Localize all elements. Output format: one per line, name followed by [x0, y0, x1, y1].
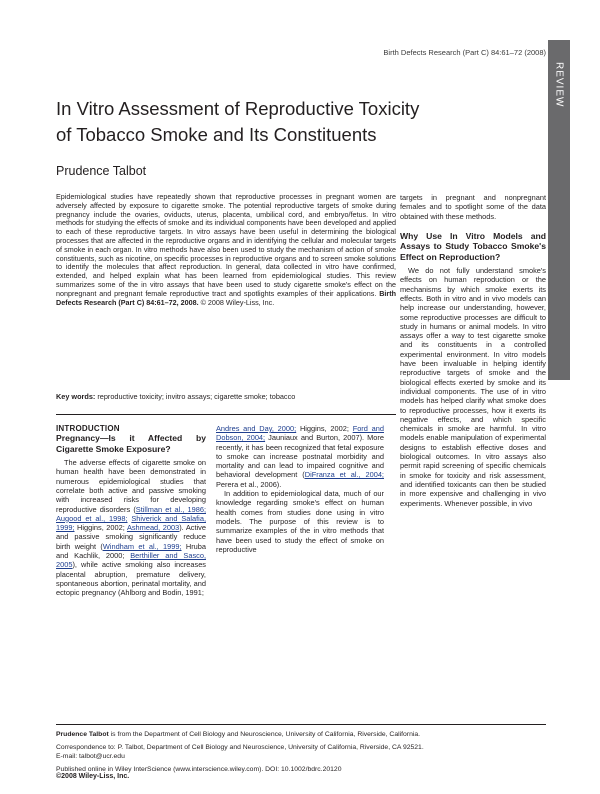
- affiliation-name: Prudence Talbot: [56, 731, 109, 738]
- affiliation: [56, 730, 546, 739]
- abstract-divider: [56, 414, 396, 415]
- abstract-copyright: © 2008 Wiley-Liss, Inc.: [200, 297, 275, 307]
- footnote: [56, 730, 546, 778]
- intro-paragraph-1: [56, 458, 206, 597]
- ref-link[interactable]: DiFranza et al., 2004;: [304, 470, 384, 480]
- abstract-continuation: targets in pregnant and nonpregnant females and to spotlight some of the data obtained with these methods.: [400, 193, 546, 221]
- intro-p1-text-e: ), while active smoking also increases placental abruption, premature delivery, spontaneous abortion, perinatal mortality, and ectopic pregnancy (Ahlborg and Bodin, 1991;: [56, 560, 206, 598]
- correspondence: [56, 743, 546, 761]
- abstract-citation: Birth Defects Research (Part C) 84:61–72, 2008.: [56, 288, 397, 307]
- intro-heading: INTRODUCTION: [56, 424, 120, 433]
- intro-subheading: Pregnancy—Is it Affected by Cigarette Smoke Exposure?: [56, 433, 206, 454]
- ref-link[interactable]: Berthiller and Sasco, 2005: [56, 551, 206, 570]
- footnote-divider: [56, 724, 546, 725]
- title-line-2: of Tobacco Smoke and Its Constituents: [56, 124, 377, 145]
- review-side-bar: [548, 40, 570, 380]
- intro-p1-text-h: Perera et al., 2006).: [216, 479, 282, 489]
- ref-link[interactable]: Ashmead, 2003: [126, 523, 180, 533]
- column-3: [400, 193, 546, 508]
- intro-paragraph-2: In addition to epidemiological data, much of our knowledge regarding smoke's effect on human health comes from studies done using in vitro models. The purpose of this review is to summarize examples of the in vitro methods that have been used to study the effect of smoke on reproductive: [216, 489, 384, 554]
- ref-link[interactable]: Ford and Dobson, 2004;: [216, 424, 384, 443]
- ref-link[interactable]: Shiverick and Salafia, 1999;: [56, 513, 206, 533]
- column-2: [216, 424, 384, 554]
- why-heading: Why Use In Vitro Models and Assays to Study Tobacco Smoke's Effect on Reproduction?: [400, 230, 546, 262]
- title-line-1: In Vitro Assessment of Reproductive Toxicity: [56, 98, 420, 119]
- email[interactable]: E-mail: talbot@ucr.edu: [56, 753, 125, 760]
- review-tab-label: REVIEW: [553, 62, 565, 108]
- abstract: [56, 193, 396, 307]
- ref-link[interactable]: Windham et al., 1999;: [102, 541, 182, 551]
- running-head: Birth Defects Research (Part C) 84:61–72 (2008): [383, 48, 546, 57]
- intro-p1-text-a: The adverse effects of cigarette smoke on human health have been demonstrated in numerous epidemiological studies that correlate both active and passive smoking with increased risks for developing reproductive disorders (: [56, 458, 206, 514]
- intro-p1-text-c: ). Active and passive smoking significantly reduce birth weight (: [56, 523, 206, 551]
- keywords-text: reproductive toxicity; invitro assays; cigarette smoke; tobacco: [97, 392, 296, 401]
- affiliation-text: is from the Department of Cell Biology and Neuroscience, University of California, Riverside, California.: [110, 731, 421, 738]
- footer-copyright: ©2008 Wiley-Liss, Inc.: [56, 773, 130, 780]
- intro-p1-text-d: Hruba and Kachlik, 2000;: [56, 541, 206, 561]
- spacer: [400, 221, 546, 231]
- intro-p1-text-g: Jauniaux and Burton, 2007). More recently, it has been recognized that fetal exposure to smoke can increase postnatal morbidity and mortality and can lead to impaired cognitive and behavioral development (: [216, 433, 384, 480]
- why-paragraph: We do not fully understand smoke's effects on human reproduction or the mechanisms by which smoke exerts its effects. Both in vitro and in vivo models can help increase our understanding, however, some reproductive processes are difficult to study in humans or animal models. In vitro assays offer a way to test cigarette smoke and its constituents in a controlled experimental environment. In vitro models have been invaluable in helping identify reproductive targets of smoke and the biological effects exerted by smoke and its individual components. The use of in vitro models has helped clarify what smoke does to reproductive processes, how it exerts its negative effects, and which specific chemicals in smoke are harmful. In vitro models enable manipulation of experimental designs to establish effective doses and biological outcomes. In vitro assays also permit rapid screening of specific chemicals in smoke for toxicity and risk assessment, and identified toxicants can then be studied in more expensive and challenging in vivo experiments. Whenever possible, in vivo: [400, 266, 546, 508]
- ref-link[interactable]: Andres and Day, 2000;: [216, 424, 297, 433]
- published-online: Published online in Wiley InterScience (www.interscience.wiley.com). DOI: 10.1002/bdrc.20120: [56, 766, 342, 773]
- ref-link[interactable]: Augood et al., 1998;: [56, 513, 128, 523]
- keywords: [56, 392, 396, 401]
- keywords-label: Key words:: [56, 392, 96, 401]
- correspondence-text: Correspondence to: P. Talbot, Department of Cell Biology and Neuroscience, University of California, Riverside, CA 92521.: [56, 744, 424, 751]
- column-1: [56, 424, 206, 598]
- article-title: [56, 96, 496, 148]
- abstract-text: Epidemiological studies have repeatedly shown that reproductive processes in pregnant women are adversely affected by exposure to cigarette smoke. The potential reproductive targets of smoke during pregnancy include the ovaries, oviducts, uterus, placenta, umbilical cord, and embryo/fetus. In vitro methods for studying the effects of smoke and its individual components have been developed and applied to each of these reproductive targets. In vitro assays have been useful in determining the biological processes that are affected in the reproductive organs and in identifying the cellular and molecular targets of smoke in each organ. In vitro methods have also been used to study the mechanism of action of smoke constituents, such as nicotine, on specific processes in reproductive organs and to screen smoke solutions to identify the molecules that affect reproduction. In general, data collected in vitro have confirmed, extended, and helped explain what has been learned from epidemiological studies. This review summarizes some of the in vitro assays that have been used to study cigarette smoke's effect on the nonpregnant and pregnant female reproductive tract and spotlights examples of their applications.: [56, 192, 396, 298]
- ref-link[interactable]: Stillman et al., 1986;: [135, 504, 206, 514]
- intro-p1-text-b: Higgins, 2002;: [77, 523, 125, 533]
- intro-paragraph-1-cont: [216, 424, 384, 489]
- author-name: Prudence Talbot: [56, 164, 147, 178]
- intro-p1-text-f: Higgins, 2002;: [299, 424, 349, 433]
